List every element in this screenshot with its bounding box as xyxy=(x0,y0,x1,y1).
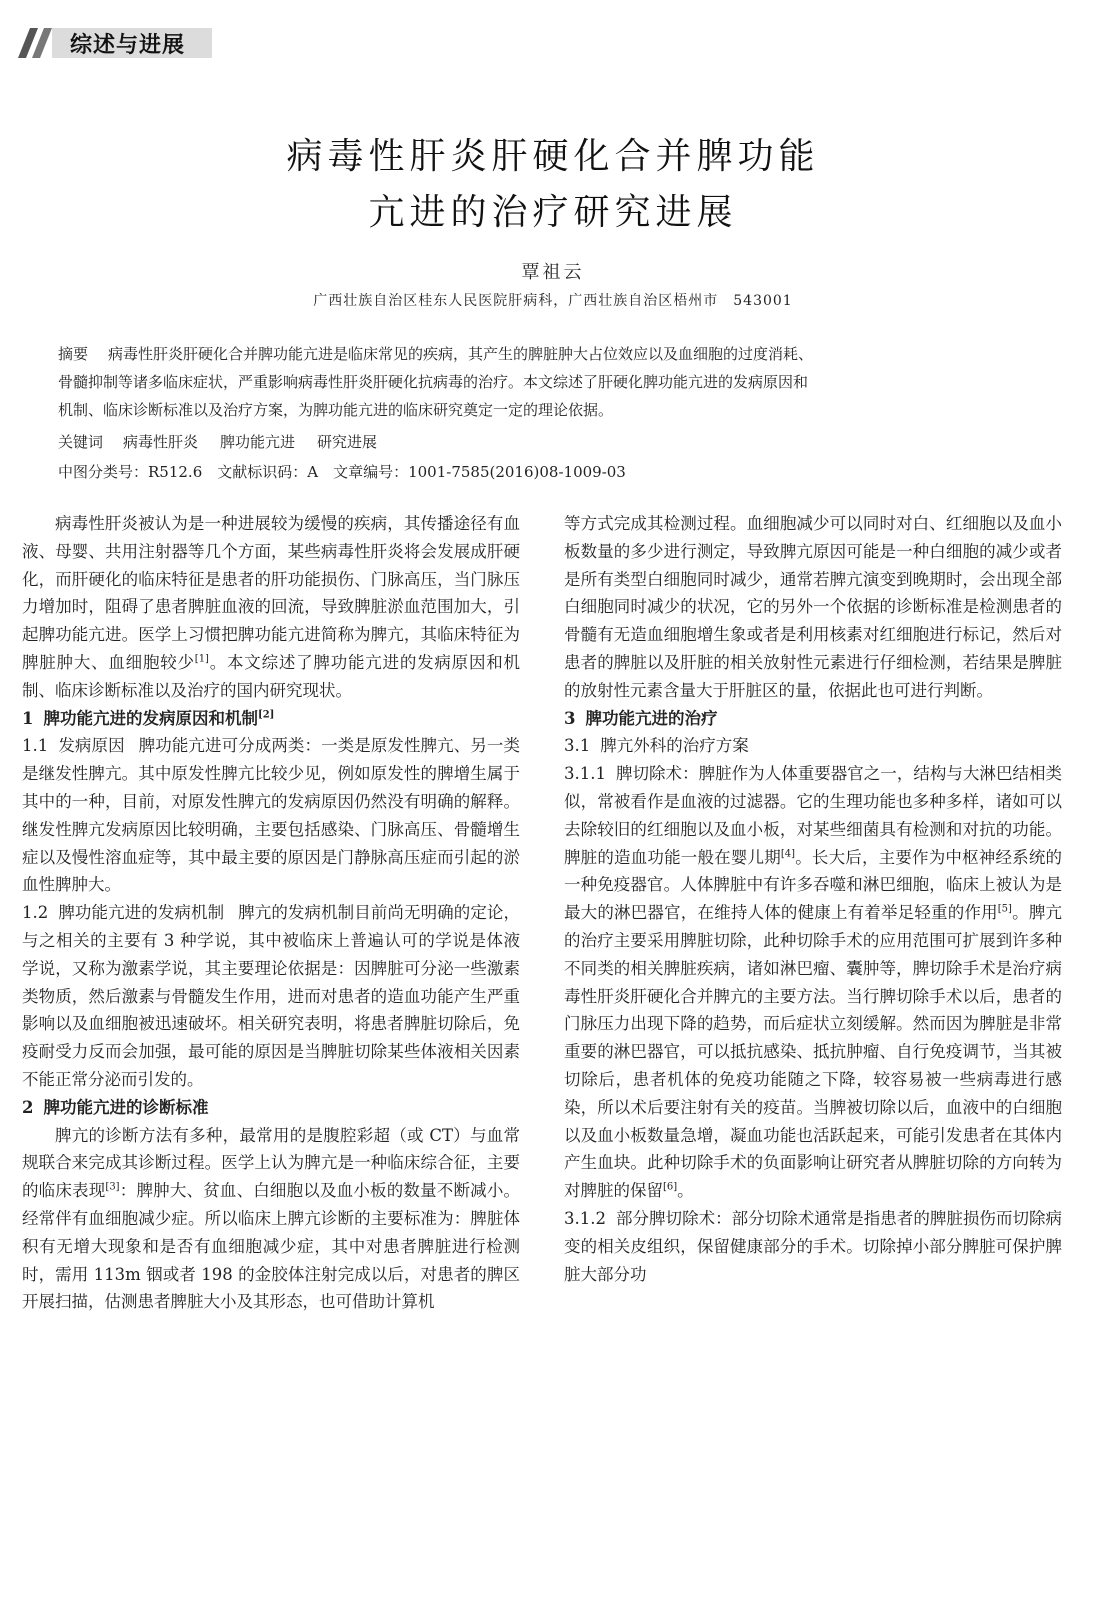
section-heading-3 xyxy=(564,705,1062,733)
intro-text: 病毒性肝炎被认为是一种进展较为缓慢的疾病，其传播途径有血液、母婴、共用注射器等几个方面，某些病毒性肝炎将会发展成肝硬化，而肝硬化的临床特征是患者的肝功能损伤、门脉高压，当门脉压力增加时，阻碍了患者脾脏血液的回流，导致脾脏淤血范围加大，引起脾功能亢进。医学上习惯把脾功能亢进简称为脾亢，其临床特征为脾脏肿大、血细胞较少 xyxy=(22,514,520,672)
right-column xyxy=(564,510,1062,1288)
paragraph-text: 。长大后，主要作为中枢神经系统的一种免疫器官。人体脾脏中有许多吞噬和淋巴细胞，临床上被认为是最大的淋巴器官，在维持人体的健康上有着举足轻重的作用 xyxy=(564,847,1063,923)
citation: [1] xyxy=(194,653,209,665)
subsection-3-1 xyxy=(564,732,1062,760)
subsection-number: 1.2 xyxy=(22,903,49,923)
keywords-line xyxy=(58,428,1058,456)
section-2-paragraph xyxy=(22,1122,520,1317)
subsection-title: 脾亢外科的治疗方案 xyxy=(600,736,749,756)
subsection-text: 脾亢的发病机制目前尚无明确的定论，与之相关的主要有 3 种学说，其中被临床上普遍认可的学说是体液学说，又称为激素学说，其主要理论依据是：因脾脏可分泌一些激素类物质，然后激素与骨髓发生作用，进而对患者的造血功能产生严重影响以及血细胞被迅速破坏。相关研究表明，将患者脾脏切除后，免疫耐受力反而会加强，最可能的原因是当脾脏切除某些体液相关因素不能正常分泌而引发的。 xyxy=(22,903,521,1089)
paragraph-text: 。 xyxy=(677,1181,694,1201)
left-column xyxy=(22,510,520,1316)
abstract-label: 摘要 xyxy=(58,345,89,363)
abstract-text-3: 机制、临床诊断标准以及治疗方案，为脾功能亢进的临床研究奠定一定的理论依据。 xyxy=(58,401,614,419)
paragraph-text: 部分脾切除术：部分切除术通常是指患者的脾脏损伤而切除病变的相关皮组织，保留健康部分的手术。切除掉小部分脾脏可保护脾脏大部分功 xyxy=(564,1208,1062,1284)
affiliation: 广西壮族自治区桂东人民医院肝病科，广西壮族自治区梧州市 543001 xyxy=(313,293,793,309)
citation: [5] xyxy=(997,903,1012,915)
section-heading-2 xyxy=(22,1094,520,1122)
subsection-number: 3.1 xyxy=(564,736,591,756)
subsection-1-2 xyxy=(22,899,520,1094)
article-title-line1: 病毒性肝炎肝硬化合并脾功能 xyxy=(286,136,820,177)
section-label: 综述与进展 xyxy=(70,33,186,58)
article-title-line2: 亢进的治疗研究进展 xyxy=(368,192,738,233)
intro-paragraph xyxy=(22,510,520,705)
keyword: 脾功能亢进 xyxy=(220,433,296,451)
subsection-title: 脾功能亢进的发病机制 xyxy=(58,903,225,923)
subsection-text: 脾功能亢进可分成两类：一类是原发性脾亢、另一类是继发性脾亢。其中原发性脾亢比较少见，例如原发性的脾增生属于其中的一种，目前，对原发性脾亢的发病原因仍然没有明确的解释。继发性脾亢发病原因比较明确，主要包括感染、门脉高压、骨髓增生症以及慢性溶血症等，其中最主要的原因是门静脉高压症而引起的淤血性脾肿大。 xyxy=(22,736,521,895)
keywords-label: 关键词 xyxy=(58,433,104,451)
paragraph-text: ：脾肿大、贫血、白细胞以及血小板的数量不断减小。经常伴有血细胞减少症。所以临床上脾亢诊断的主要标准为：脾脏体积有无增大现象和是否有血细胞减少症，其中对患者脾脏进行检测时，需用 113m 铟或者 198 的金胶体注射完成以后，对患者的脾区开展扫描，估测患者脾脏大小及其形态，也可借助计算机 xyxy=(22,1181,521,1312)
subsection-number: 3.1.1 xyxy=(564,764,606,784)
abstract-line1 xyxy=(58,340,1058,368)
paragraph-text: 。脾亢的治疗主要采用脾脏切除，此种切除手术的应用范围可扩展到许多种不同类的相关脾脏疾病，诸如淋巴瘤、囊肿等，脾切除手术是治疗病毒性肝炎肝硬化合并脾亢的主要方法。当行脾切除手术以后，患者的门脉压力出现下降的趋势，而后症状立刻缓解。然而因为脾脏是非常重要的淋巴器官，可以抵抗感染、抵抗肿瘤、自行免疫调节，当其被切除后，患者机体的免疫功能随之下降，较容易被一些病毒进行感染，所以术后要注射有关的疫苗。当脾被切除以后，血液中的白细胞以及血小板数量急增，凝血功能也活跃起来，可能引发患者在其体内产生血块。此种切除手术的负面影响让研究者从脾脏切除的方向转为对脾脏的保留 xyxy=(564,903,1063,1201)
section-title: 脾功能亢进的治疗 xyxy=(585,708,718,728)
paragraph-text: 脾亢的诊断方法有多种，最常用的是腹腔彩超（或 CT）与血常规联合来完成其诊断过程。医学上认为脾亢是一种临床综合征，主要的临床表现 xyxy=(22,1125,520,1201)
section-title: 脾功能亢进的诊断标准 xyxy=(43,1097,209,1117)
keyword: 研究进展 xyxy=(317,433,378,451)
keyword: 病毒性肝炎 xyxy=(123,433,199,451)
subsection-3-1-2 xyxy=(564,1205,1062,1288)
section-number: 3 xyxy=(564,708,576,728)
section-title: 脾功能亢进的发病原因和机制 xyxy=(43,708,258,728)
citation: [6] xyxy=(663,1181,678,1193)
paragraph-text: 脾切除术：脾脏作为人体重要器官之一，结构与大淋巴结相类似，常被看作是血液的过滤器。它的生理功能也多种多样，诸如可以去除较旧的红细胞以及血小板，对某些细菌具有检测和对抗的功能。脾脏的造血功能一般在婴儿期 xyxy=(564,764,1062,867)
classification-line: 中图分类号：R512.6 文献标识码：A 文章编号：1001-7585(2016)08-1009-03 xyxy=(58,463,626,481)
journal-section-banner xyxy=(0,22,215,64)
continued-paragraph: 等方式完成其检测过程。血细胞减少可以同时对白、红细胞以及血小板数量的多少进行测定，导致脾亢原因可能是一种白细胞的减少或者是所有类型白细胞同时减少，通常若脾亢演变到晚期时，会出现全部白细胞同时减少的状况，它的另外一个依据的诊断标准是检测患者的骨髓有无造血细胞增生象或者是利用核素对红细胞进行标记，然后对患者的脾脏以及肝脏的相关放射性元素进行仔细检测，若结果是脾脏的放射性元素含量大于肝脏区的量，依据此也可进行判断。 xyxy=(564,514,1062,700)
section-number: 2 xyxy=(22,1097,34,1117)
section-number: 1 xyxy=(22,708,34,728)
citation: [3] xyxy=(105,1181,120,1193)
subsection-number: 3.1.2 xyxy=(564,1208,606,1228)
subsection-1-1 xyxy=(22,732,520,899)
citation: [2] xyxy=(257,709,275,721)
subsection-number: 1.1 xyxy=(22,736,49,756)
citation: [4] xyxy=(780,848,796,860)
author: 覃祖云 xyxy=(521,262,585,283)
intro-text-tail: 。本文综述了脾功能亢进的发病原因和机制、临床诊断标准以及治疗的国内研究现状。 xyxy=(22,652,521,700)
abstract-text-2: 骨髓抑制等诸多临床症状，严重影响病毒性肝炎肝硬化抗病毒的治疗。本文综述了肝硬化脾功能亢进的发病原因和 xyxy=(58,373,809,391)
subsection-3-1-1 xyxy=(564,760,1062,1205)
abstract-text-1: 病毒性肝炎肝硬化合并脾功能亢进是临床常见的疾病，其产生的脾脏肿大占位效应以及血细胞的过度消耗、 xyxy=(108,345,814,363)
section-heading-1 xyxy=(22,705,520,733)
subsection-title: 发病原因 xyxy=(58,736,125,756)
